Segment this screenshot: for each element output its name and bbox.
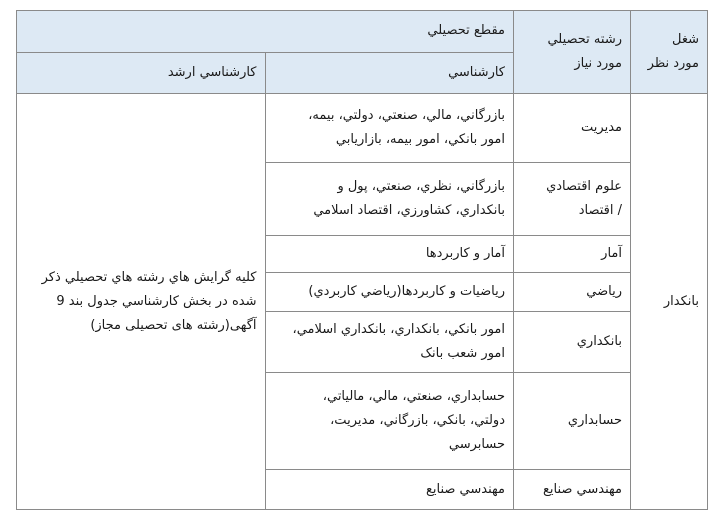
header-job: شغل مورد نظر [631,11,708,94]
field-cell: مهندسي صنایع [514,470,631,510]
header-master: کارشناسي ارشد [17,52,266,94]
header-field: رشته تحصیلي مورد نیاز [514,11,631,94]
bachelor-cell: مهندسي صنایع [265,470,514,510]
master-cell: کلیه گرایش هاي رشته هاي تحصیلي ذکر شده در بخش کارشناسي جدول بند 9 آگهی(رشته های تحصیلی مجاز) [17,94,266,510]
header-degree: مقطع تحصیلي [17,11,514,53]
field-cell: بانکداري [514,312,631,372]
header-row [17,11,708,53]
job-cell: بانکدار [631,94,708,510]
bachelor-cell: آمار و کاربردها [265,235,514,272]
bachelor-cell: حسابداري، صنعتي، مالي، مالیاتي، دولتي، بانکي، بازرگاني، مدیریت، حسابرسي [265,372,514,470]
table-row [17,94,708,163]
field-cell: علوم اقتصادي / اقتصاد [514,162,631,235]
field-cell: آمار [514,235,631,272]
requirements-table-container [16,10,708,510]
field-cell: ریاضي [514,272,631,312]
bachelor-cell: بازرگاني، نظري، صنعتي، پول و بانکداري، کشاورزي، اقتصاد اسلامي [265,162,514,235]
bachelor-cell: بازرگاني، مالي، صنعتي، دولتي، بیمه، امور بانکي، امور بیمه، بازاریابي [265,94,514,163]
bachelor-cell: ریاضیات و کاربردها(ریاضي کاربردي) [265,272,514,312]
header-bachelor: کارشناسي [265,52,514,94]
field-cell: مدیریت [514,94,631,163]
requirements-table [16,10,708,510]
bachelor-cell: امور بانکي، بانکداري، بانکداري اسلامي، امور شعب بانک [265,312,514,372]
field-cell: حسابداري [514,372,631,470]
